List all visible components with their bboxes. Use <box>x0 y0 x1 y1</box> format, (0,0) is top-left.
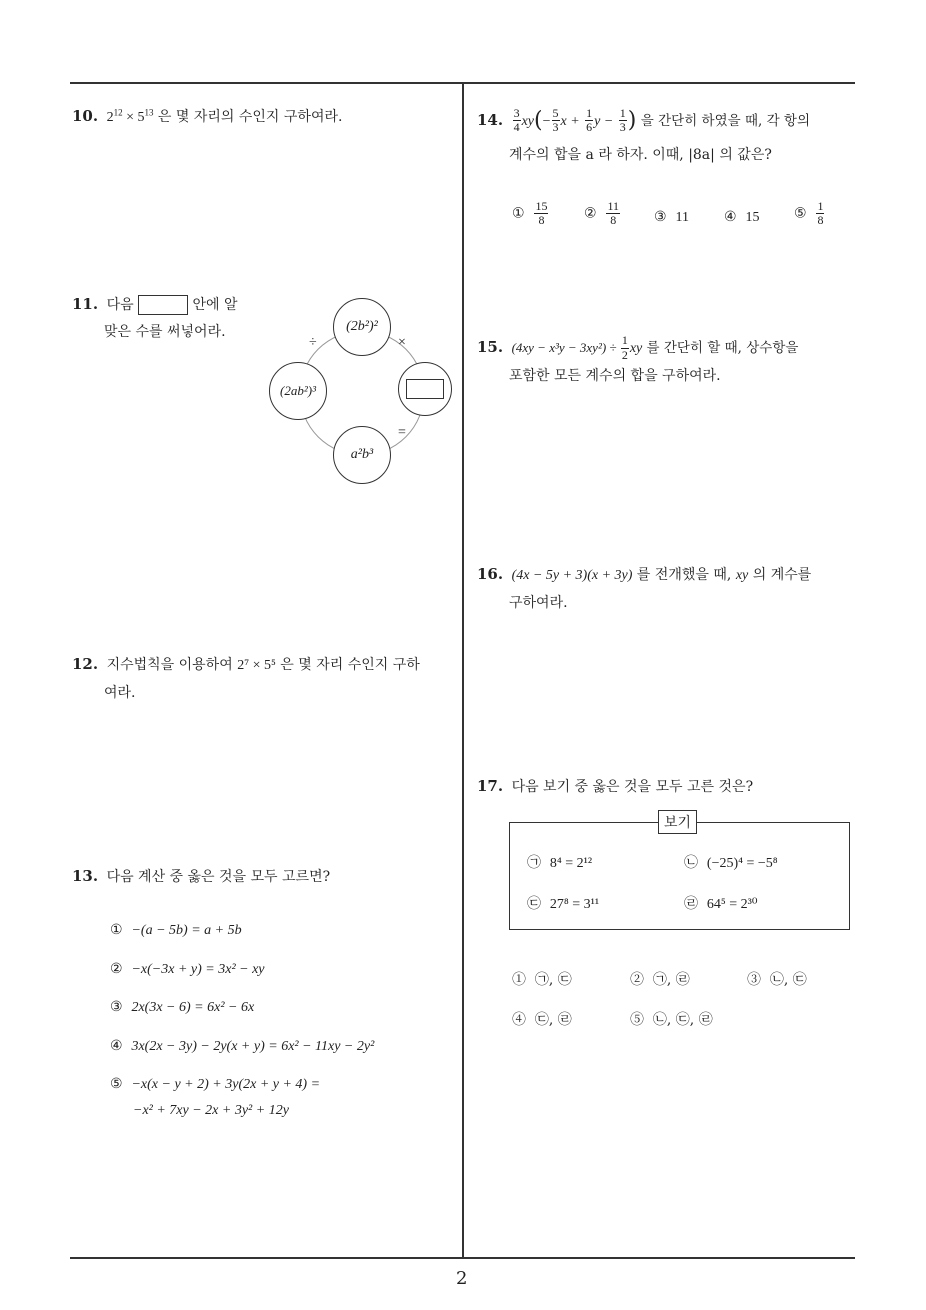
diagram-bottom-circle: a²b³ <box>333 426 391 484</box>
bogi-item-3: ㉢ 27⁸ = 3¹¹ <box>527 896 600 912</box>
choice-5[interactable]: ⑤ $\frac{1}{8}$ <box>794 199 824 228</box>
question-number: 17. <box>477 777 504 795</box>
question-number: 10. <box>72 107 99 125</box>
question-text: 맞은 수를 써넣어라. <box>104 323 226 340</box>
bogi-item-1: ㉠ 8⁴ = 2¹² <box>527 855 593 871</box>
question-number: 12. <box>72 655 99 673</box>
math-expr: $2^{12} \times 5^{13}$ <box>106 107 154 125</box>
column-divider <box>462 82 464 1258</box>
question-text: 은 몇 자리의 수인지 구하여라. <box>153 109 343 125</box>
choice-1[interactable]: ① $\frac{15}{8}$ <box>512 199 548 228</box>
choice-1[interactable]: ① −(a − 5b) = a + 5b <box>110 922 242 938</box>
question-text: 안에 알 <box>192 297 238 313</box>
question-14 <box>477 100 862 168</box>
math-var: xy <box>735 568 749 583</box>
math-expr: (4xy − x³y − 3xy²) ÷ <box>511 340 620 355</box>
choice-3[interactable]: ③ 2x(3x − 6) = 6x² − 6x <box>110 999 255 1015</box>
choice-1[interactable]: ① ㉠, ㉢ <box>512 972 572 988</box>
choice-3[interactable]: ③ 11 <box>654 209 689 225</box>
question-text: 다음 계산 중 옳은 것을 모두 고르면? <box>106 869 331 885</box>
answer-blank-box <box>138 295 188 315</box>
choice-5[interactable]: ⑤ −x(x − y + 2) + 3y(2x + y + 4) = <box>110 1076 321 1092</box>
diagram-blank-box <box>406 379 444 399</box>
question-text: 계수의 합을 a 라 하자. 이때, |8a| 의 값은? <box>509 146 772 163</box>
divide-operator: ÷ <box>309 335 317 350</box>
choice-4[interactable]: ④ 15 <box>724 209 760 225</box>
question-text: 지수법칙을 이용하여 <box>106 657 238 673</box>
math-expr: (4x − 5y + 3)(x + 3y) <box>511 568 633 583</box>
choice-4[interactable]: ④ ㉢, ㉣ <box>512 1012 572 1028</box>
question-number: 16. <box>477 565 504 583</box>
math-expr: $\frac{3}{4}$ xy(− $\frac{5}{3}$ x + $\frac{1}{6}$ y − $\frac{1}{3}$ ) <box>513 106 637 135</box>
math-expr: 2⁷ × 5⁵ <box>237 658 276 673</box>
bogi-label: 보기 <box>658 810 697 834</box>
question-text: 구하여라. <box>509 594 568 611</box>
choice-2[interactable]: ② ㉠, ㉣ <box>630 972 690 988</box>
times-operator: × <box>398 335 406 350</box>
question-13 <box>72 862 330 891</box>
question-text: 여라. <box>104 684 136 701</box>
question-11 <box>72 290 262 345</box>
question-10 <box>72 102 342 132</box>
choice-5[interactable]: ⑤ ㉡, ㉢, ㉣ <box>630 1012 713 1028</box>
equals-operator: = <box>398 425 406 440</box>
bottom-rule <box>70 1257 855 1259</box>
bogi-item-2: ㉡ (−25)⁴ = −5⁸ <box>684 855 778 871</box>
question-text: 은 몇 자리 수인지 구하 <box>275 657 420 673</box>
math-expr: xy <box>629 341 643 356</box>
question-number: 15. <box>477 338 504 356</box>
question-number: 11. <box>72 295 99 313</box>
choice-4[interactable]: ④ 3x(2x − 3y) − 2y(x + y) = 6x² − 11xy − 2y² <box>110 1038 375 1054</box>
question-17 <box>477 772 753 801</box>
choice-2[interactable]: ② $\frac{11}{8}$ <box>584 199 620 228</box>
question-16 <box>477 560 862 616</box>
diagram-left-circle: (2ab²)³ <box>269 362 327 420</box>
page-number: 2 <box>456 1268 468 1289</box>
question-text: 를 간단히 할 때, 상수항을 <box>642 340 799 356</box>
question-15: 15. (4xy − x³y − 3xy²) ÷ $\frac{1}{2}$ xy 를 간단히 할 때, 상수항을 포함한 모든 계수의 합을 구하여라. <box>477 333 799 384</box>
question-text: 을 간단히 하였을 때, 각 항의 <box>640 112 810 129</box>
choice-3[interactable]: ③ ㉡, ㉢ <box>747 972 807 988</box>
question-text: 다음 <box>106 297 134 313</box>
diagram-top-circle: (2b²)² <box>333 298 391 356</box>
choice-2[interactable]: ② −x(−3x + y) = 3x² − xy <box>110 961 265 977</box>
bogi-box <box>509 822 850 930</box>
choice-5-continuation: −x² + 7xy − 2x + 3y² + 12y <box>133 1103 289 1118</box>
diagram-right-circle <box>398 362 452 416</box>
bogi-item-4: ㉣ 64⁵ = 2³⁰ <box>684 896 758 912</box>
question-text: 의 계수를 <box>748 567 812 583</box>
question-12 <box>72 650 457 706</box>
question-number: 14. <box>477 110 504 129</box>
question-text: 다음 보기 중 옳은 것을 모두 고른 것은? <box>511 779 754 795</box>
question-text: 를 전개했을 때, <box>632 567 736 583</box>
question-number: 13. <box>72 867 99 885</box>
question-text: 포함한 모든 계수의 합을 구하여라. <box>509 367 721 384</box>
